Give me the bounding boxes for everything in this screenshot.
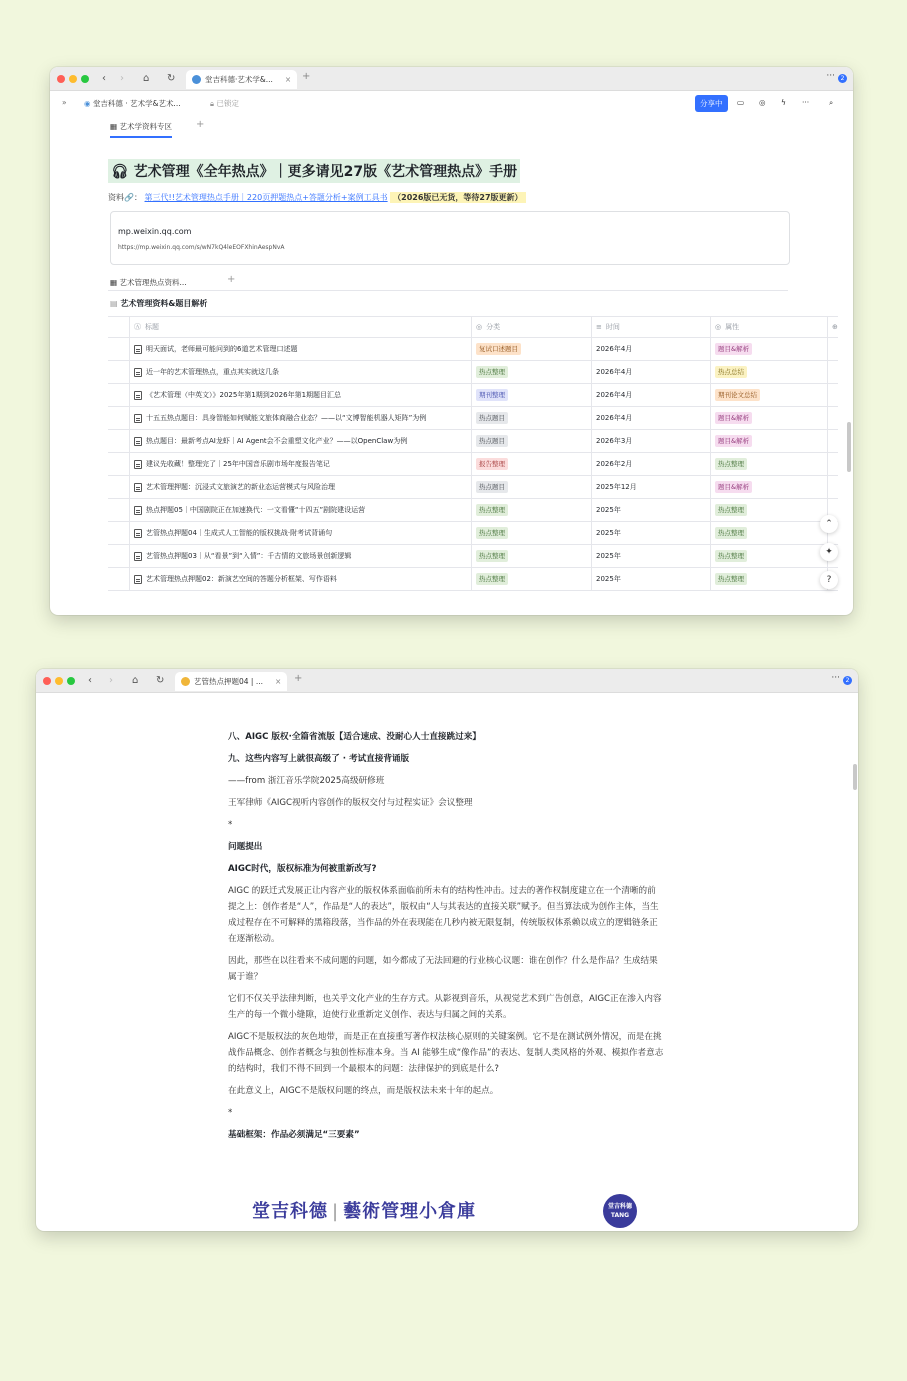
tag: 热点整理	[715, 573, 747, 585]
attr-cell[interactable]	[711, 384, 828, 406]
browser-tab-active[interactable]	[186, 70, 297, 89]
row-index-cell[interactable]	[108, 338, 130, 360]
table-header	[108, 317, 838, 338]
title-cell[interactable]	[130, 522, 472, 544]
tag: 热点题目	[476, 435, 508, 447]
attr-cell[interactable]	[711, 361, 828, 383]
table-row[interactable]	[108, 476, 838, 499]
row-index-header	[108, 317, 130, 337]
share-button[interactable]: 分享中	[695, 95, 728, 112]
row-time: 2026年4月	[596, 391, 633, 399]
tag: 题目&解析	[715, 435, 752, 447]
row-index-cell[interactable]	[108, 568, 130, 590]
add-view-icon[interactable]: +	[227, 274, 236, 285]
browser-window-doc-database	[50, 67, 853, 615]
home-icon[interactable]: ⌂	[143, 73, 150, 84]
row-title: 十五五热点题目：具身智能如何赋能文旅体商融合业态？——以“文博智能机器人矩阵”为例	[146, 414, 427, 422]
column-attr-label: 属性	[725, 323, 740, 331]
reload-icon[interactable]: ↻	[167, 73, 176, 84]
page-title	[108, 159, 520, 183]
divider	[108, 290, 788, 291]
title-cell[interactable]	[130, 476, 472, 498]
row-time: 2026年3月	[596, 437, 633, 445]
database-table	[108, 316, 838, 591]
link-card-title: mp.weixin.qq.com	[118, 227, 192, 236]
doc-content	[50, 117, 853, 615]
tag: 热点整理	[715, 458, 747, 470]
tag: 热点整理	[715, 550, 747, 562]
row-title: 热点押题05｜中国剧院正在加速换代：一文看懂“十四五”剧院建设运营	[146, 506, 366, 514]
row-time: 2025年	[596, 506, 621, 514]
time-cell[interactable]	[592, 407, 711, 429]
article-paragraph: 因此，那些在以往看来不成问题的问题，如今都成了无法回避的行业核心议题：谁在创作？什么是作品？生成结果属于谁？	[228, 956, 658, 982]
back-icon[interactable]: ‹	[102, 73, 106, 84]
link-card-url: https://mp.weixin.qq.com/s/wN7kQ4leEOFXhinAespNvA	[118, 244, 285, 251]
document-icon	[134, 437, 142, 446]
document-icon	[134, 368, 142, 377]
row-index-cell[interactable]	[108, 522, 130, 544]
attr-cell[interactable]	[711, 545, 828, 567]
article-heading: 八、AIGC 版权·全篇省流版【适合速成、没耐心人士直接跳过来】	[228, 732, 481, 742]
attr-cell[interactable]	[711, 499, 828, 521]
breadcrumb[interactable]	[84, 98, 181, 109]
attr-cell[interactable]	[711, 476, 828, 498]
empty-cell	[828, 384, 838, 406]
article-heading: 九、这些内容写上就很高级了 · 考试直接背诵版	[228, 754, 410, 764]
title-cell[interactable]	[130, 453, 472, 475]
article-paragraph: 在此意义上，AIGC不是版权问题的终点，而是版权法未来十年的起点。	[228, 1086, 499, 1096]
row-index-cell[interactable]	[108, 545, 130, 567]
empty-cell	[828, 407, 838, 429]
footer-banner	[252, 1197, 476, 1223]
close-tab-icon[interactable]: ×	[275, 677, 282, 686]
time-cell[interactable]	[592, 522, 711, 544]
link-preview-card[interactable]	[110, 211, 790, 265]
category-cell[interactable]	[472, 361, 592, 383]
minimize-window-button[interactable]	[69, 75, 77, 83]
category-cell[interactable]	[472, 545, 592, 567]
time-cell[interactable]	[592, 568, 711, 590]
category-cell[interactable]	[472, 499, 592, 521]
time-cell[interactable]	[592, 499, 711, 521]
comment-icon[interactable]: ▭	[737, 98, 745, 107]
category-cell[interactable]	[472, 476, 592, 498]
article-paragraph: 王军律师《AIGC视听内容创作的版权交付与过程实证》会议整理	[228, 798, 473, 808]
category-cell[interactable]	[472, 384, 592, 406]
scrollbar[interactable]	[853, 764, 857, 790]
site-favicon	[192, 75, 201, 84]
row-time: 2025年	[596, 529, 621, 537]
title-cell[interactable]	[130, 499, 472, 521]
attr-cell[interactable]	[711, 453, 828, 475]
column-time-label: 时间	[605, 323, 620, 331]
time-cell[interactable]	[592, 338, 711, 360]
database-title	[110, 298, 207, 309]
row-title: 建议先收藏！整理完了｜25年中国音乐剧市场年度报告笔记	[146, 460, 330, 468]
column-header-time[interactable]	[592, 317, 711, 337]
row-time: 2026年2月	[596, 460, 633, 468]
empty-cell	[828, 453, 838, 475]
forward-icon[interactable]: ›	[109, 675, 113, 686]
more-options-icon[interactable]: ···	[802, 98, 810, 107]
breadcrumb-text: 堂吉科德 · 艺术学&艺术...	[92, 99, 181, 108]
source-label: 资料🔗：	[108, 193, 142, 202]
text-lines-icon: ≡	[596, 323, 602, 331]
row-title: 热点题目：最新考点AI龙虾｜AI Agent会不会重塑文化产业？——以OpenClaw为例	[146, 437, 408, 445]
category-cell[interactable]	[472, 430, 592, 452]
tag: 热点总结	[715, 366, 747, 378]
site-favicon	[181, 677, 190, 686]
title-cell[interactable]	[130, 361, 472, 383]
title-cell[interactable]	[130, 568, 472, 590]
row-title: 艺管热点押题03｜从“看景”到“入情”：千古情的文旅场景创新逻辑	[146, 552, 352, 560]
database-title-text: 艺术管理资料&题目解析	[120, 299, 208, 308]
attr-cell[interactable]	[711, 522, 828, 544]
text-field-icon: Ⓐ	[134, 323, 141, 331]
tag: 期刊整理	[476, 389, 508, 401]
time-cell[interactable]	[592, 361, 711, 383]
row-index-cell[interactable]	[108, 453, 130, 475]
table-row[interactable]	[108, 522, 838, 545]
forward-icon[interactable]: ›	[120, 73, 124, 84]
brand-name: 堂吉科德	[252, 1201, 328, 1222]
empty-cell	[828, 361, 838, 383]
title-cell[interactable]	[130, 407, 472, 429]
reload-icon[interactable]: ↻	[156, 675, 165, 686]
row-index-cell[interactable]	[108, 361, 130, 383]
attr-cell[interactable]	[711, 407, 828, 429]
table-icon: ▦	[110, 122, 118, 131]
tag: 热点题目	[476, 481, 508, 493]
article-heading: AIGC时代，版权标准为何被重新改写?	[228, 864, 377, 874]
title-cell[interactable]	[130, 545, 472, 567]
row-title: 明天面试，老师最可能问到的6道艺术管理口述题	[146, 345, 298, 353]
document-icon	[134, 345, 142, 354]
table-row[interactable]	[108, 384, 838, 407]
new-tab-icon[interactable]: +	[294, 673, 303, 684]
time-cell[interactable]	[592, 430, 711, 452]
row-time: 2026年4月	[596, 368, 633, 376]
more-menu-icon[interactable]: ···	[831, 673, 840, 683]
table-row[interactable]	[108, 361, 838, 384]
tag: 热点整理	[476, 550, 508, 562]
table-view-icon: ▦	[110, 278, 118, 287]
notification-badge: 2	[838, 74, 847, 83]
source-line	[108, 192, 526, 203]
row-title: 艺术管理押题：沉浸式文旅演艺的新业态运营模式与风险治理	[146, 483, 335, 491]
table-row[interactable]	[108, 430, 838, 453]
column-header-title[interactable]	[130, 317, 472, 337]
database-icon: ▤	[110, 299, 118, 308]
more-menu-icon[interactable]: ···	[826, 71, 835, 81]
logo-text-line2: TANG	[610, 1212, 630, 1219]
table-row[interactable]	[108, 338, 838, 361]
maximize-window-button[interactable]	[67, 677, 75, 685]
article-heading: 问题提出	[228, 842, 263, 852]
logo-text-line1: 堂吉科德	[607, 1203, 632, 1210]
ai-assistant-button[interactable]: ✦	[820, 543, 838, 561]
document-icon	[134, 506, 142, 515]
row-index-cell[interactable]	[108, 430, 130, 452]
document-icon	[134, 414, 142, 423]
notification-badge: 2	[843, 676, 852, 685]
row-time: 2025年	[596, 575, 621, 583]
empty-cell	[828, 430, 838, 452]
document-icon	[134, 529, 142, 538]
time-cell[interactable]	[592, 453, 711, 475]
title-bar	[50, 67, 853, 91]
article-paragraph: ——from 浙江音乐学院2025高级研修班	[228, 776, 385, 786]
empty-cell	[828, 476, 838, 498]
sync-icon[interactable]: ◎	[759, 98, 766, 107]
table-row[interactable]	[108, 453, 838, 476]
time-cell[interactable]	[592, 476, 711, 498]
tag: 报告整理	[476, 458, 508, 470]
tab-title: 堂吉科德·艺术学&...	[205, 75, 273, 84]
document-icon	[134, 552, 142, 561]
browser-tab-active[interactable]	[175, 672, 287, 691]
workspace-icon: ◉	[84, 99, 91, 108]
attr-cell[interactable]	[711, 430, 828, 452]
table-row[interactable]	[108, 568, 838, 591]
article-paragraph: 它们不仅关乎法律判断，也关乎文化产业的生存方式。从影视到音乐，从视觉艺术到广告创意，AIGC正在渗入内容生产的每一个微小缝隙，迫使行业重新定义创作、表达与归属之间的关系。	[228, 994, 662, 1020]
tag: 热点题目	[476, 412, 508, 424]
doc-tab-label: 艺术学资料专区	[119, 122, 172, 131]
row-time: 2026年4月	[596, 345, 633, 353]
source-note: （2026版已无货，等待27版更新）	[390, 192, 525, 203]
row-title: 《艺术管理（中英文）》2025年第1期到2026年第1期题目汇总	[146, 391, 342, 399]
help-button[interactable]: ?	[820, 571, 838, 589]
title-cell[interactable]	[130, 338, 472, 360]
table-row[interactable]	[108, 407, 838, 430]
lock-status-text: 已锁定	[216, 99, 239, 108]
brand-subtitle: 藝術管理小倉庫	[343, 1201, 477, 1222]
banner-separator: |	[332, 1201, 340, 1222]
new-tab-icon[interactable]: +	[302, 71, 311, 82]
column-title-label: 标题	[145, 323, 159, 331]
close-tab-icon[interactable]: ×	[284, 75, 292, 84]
row-time: 2025年12月	[596, 483, 637, 491]
attr-cell[interactable]	[711, 338, 828, 360]
row-title: 近一年的艺术管理热点，重点其实就这几条	[146, 368, 279, 376]
time-cell[interactable]	[592, 545, 711, 567]
tag: 题目&解析	[715, 343, 752, 355]
document-icon	[134, 575, 142, 584]
row-time: 2025年	[596, 552, 621, 560]
tag: 题目&解析	[715, 412, 752, 424]
row-time: 2026年4月	[596, 414, 633, 422]
article-paragraph: *	[228, 820, 233, 830]
table-row[interactable]	[108, 499, 838, 522]
article-paragraph: *	[228, 1108, 233, 1118]
document-icon	[134, 391, 142, 400]
column-category-label: 分类	[486, 323, 501, 331]
tag: 热点整理	[476, 527, 508, 539]
title-bar	[36, 669, 858, 693]
table-row[interactable]	[108, 545, 838, 568]
view-tab-label: 艺术管理热点资料...	[119, 278, 187, 287]
headphones-icon: 🎧︎	[111, 164, 129, 180]
minimize-window-button[interactable]	[55, 677, 63, 685]
brand-logo	[603, 1194, 637, 1228]
page-title-text: 艺术管理《全年热点》｜更多请见27版《艺术管理热点》手册	[133, 164, 518, 180]
tag: 期刊论文总结	[715, 389, 760, 401]
tag: 复试口述题目	[476, 343, 521, 355]
row-title: 艺术管理热点押题02：新演艺空间的答题分析框架、写作语料	[146, 575, 337, 583]
lock-status: 🔒︎ 已锁定	[210, 99, 239, 108]
category-cell[interactable]	[472, 407, 592, 429]
column-header-category[interactable]	[472, 317, 592, 337]
category-cell[interactable]	[472, 338, 592, 360]
maximize-window-button[interactable]	[81, 75, 89, 83]
home-icon[interactable]: ⌂	[132, 675, 139, 686]
select-field-icon: ◎	[476, 323, 483, 331]
tab-title: 艺管热点押题04 | ...	[194, 677, 263, 686]
scroll-top-button[interactable]: ⌃	[820, 515, 838, 533]
category-cell[interactable]	[472, 453, 592, 475]
title-cell[interactable]	[130, 384, 472, 406]
article-body	[228, 729, 664, 1149]
select-field-icon: ◎	[715, 323, 722, 331]
add-column-icon[interactable]: ⊕	[832, 323, 838, 331]
tag: 热点整理	[715, 504, 747, 516]
column-header-attr[interactable]	[711, 317, 828, 337]
document-icon	[134, 483, 142, 492]
article-paragraph: AIGC 的跃迁式发展正让内容产业的版权体系面临前所未有的结构性冲击。过去的著作权制度建立在一个清晰的前提之上：创作者是“人”，作品是“人的表达”，版权由“人与其表达的直接关联”赋予。但当算法成为创作主体，当生成过程存在不可解释的黑箱段落，当作品的外在表现能在几秒内被无限复制，传统版权体系赖以成立的逻辑链条正在逐渐松动。	[228, 886, 659, 944]
attr-cell[interactable]	[711, 568, 828, 590]
tag: 题目&解析	[715, 481, 752, 493]
expand-sidebar-icon[interactable]: »	[62, 98, 67, 107]
back-icon[interactable]: ‹	[88, 675, 92, 686]
row-index-cell[interactable]	[108, 476, 130, 498]
empty-cell	[828, 338, 838, 360]
doc-nav-bar	[50, 91, 853, 117]
tag: 热点整理	[476, 366, 508, 378]
tag: 热点整理	[476, 573, 508, 585]
tag: 热点整理	[476, 504, 508, 516]
article-paragraph: AIGC不是版权法的灰色地带，而是正在直接重写著作权法核心原则的关键案例。它不是在测试例外情况，而是在挑战作品概念、创作者概念与独创性标准本身。当 AI 能够生成“像作品”的表达、复制人类风格的外观、模拟作者意志的结构时，我们不得不回到一个最根本的问题：法律保护的到底是什么?	[228, 1032, 664, 1074]
article-heading: 基础框架：作品必须满足“三要素”	[228, 1130, 360, 1140]
row-index-cell[interactable]	[108, 499, 130, 521]
database-view-tab[interactable]	[110, 277, 187, 288]
document-icon	[134, 460, 142, 469]
doc-tab-art-materials[interactable]	[110, 121, 172, 138]
category-cell[interactable]	[472, 568, 592, 590]
automation-icon[interactable]: ϟ	[781, 98, 786, 107]
time-cell[interactable]	[592, 384, 711, 406]
close-window-button[interactable]	[57, 75, 65, 83]
row-index-cell[interactable]	[108, 407, 130, 429]
row-title: 艺管热点押题04｜生成式人工智能的版权挑战·附考试背诵句	[146, 529, 333, 537]
source-link[interactable]: 第三代!!艺术管理热点手册｜220页押题热点+答题分析+案例工具书	[144, 193, 388, 202]
category-cell[interactable]	[472, 522, 592, 544]
scrollbar[interactable]	[847, 422, 851, 472]
add-tab-icon[interactable]: +	[196, 119, 205, 130]
title-cell[interactable]	[130, 430, 472, 452]
row-index-cell[interactable]	[108, 384, 130, 406]
close-window-button[interactable]	[43, 677, 51, 685]
browser-window-article	[36, 669, 858, 1231]
search-icon[interactable]: ⌕	[829, 98, 834, 107]
tag: 热点整理	[715, 527, 747, 539]
